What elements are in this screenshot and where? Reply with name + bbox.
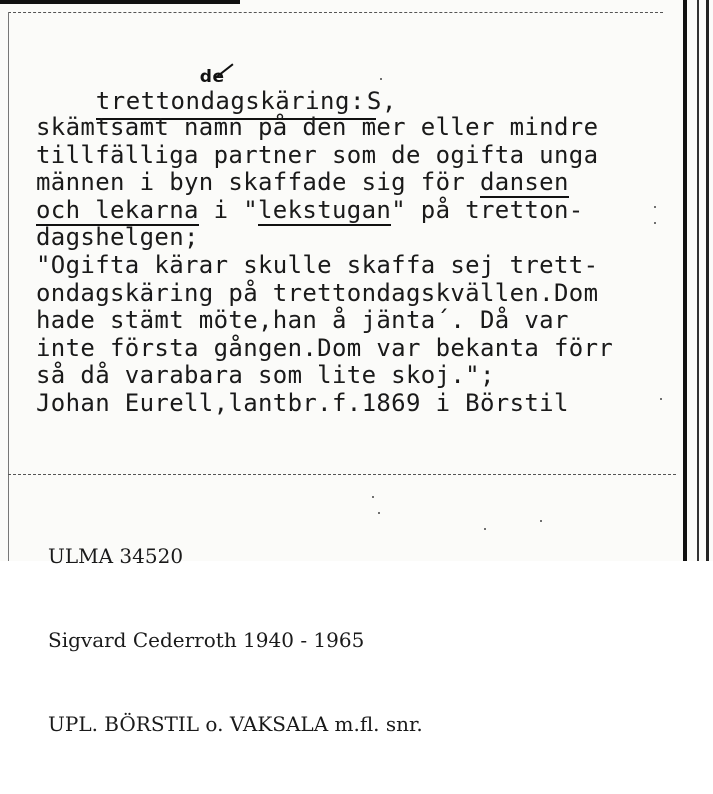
right-card-edge-outer [706, 0, 709, 561]
text-segment: skämtsamt namn på den mer eller mindre [36, 113, 599, 141]
footer-divider [8, 474, 676, 475]
text-segment: "Ogifta kärar skulle skaffa sej trett- [36, 250, 599, 279]
definition-text [36, 114, 676, 418]
speck [654, 206, 656, 208]
definition-line [36, 197, 676, 225]
text-segment: ondagskäring på trettondagskvällen.Dom [36, 278, 599, 307]
speck [654, 222, 656, 224]
text-segment: hade stämt möte,han å jänta´. Då var [36, 306, 569, 335]
underlined-text: lekstugan [258, 195, 392, 224]
card-footer [48, 486, 423, 794]
definition-line [36, 362, 676, 390]
definition-line [36, 335, 676, 363]
part-of-speech: S, [366, 87, 397, 115]
definition-line [36, 390, 676, 418]
definition-line [36, 307, 676, 335]
definition-line [36, 114, 676, 142]
handwritten-correction: de [199, 67, 225, 87]
text-segment: i " [198, 195, 258, 224]
definition-line [36, 252, 676, 280]
speck [380, 78, 382, 80]
definition-line [36, 169, 676, 197]
text-segment: Johan Eurell,lantbr.f.1869 i Börstil [36, 388, 569, 417]
speck [540, 520, 542, 522]
left-border-rule [8, 12, 9, 561]
right-card-edge-inner [697, 0, 699, 561]
card-top-edge [0, 0, 240, 4]
right-card-edge [683, 0, 687, 561]
text-segment: tillfälliga partner som de ogifta unga [36, 140, 599, 169]
location-line: UPL. BÖRSTIL o. VAKSALA m.fl. snr. [48, 712, 423, 736]
headword-prefix: tretton [95, 87, 201, 115]
text-segment: så då varabara som lite skoj."; [36, 361, 495, 390]
underlined-text: och lekarna [36, 195, 199, 224]
definition-line [36, 280, 676, 308]
definition-line [36, 224, 676, 252]
underlined-text: dansen [479, 168, 569, 197]
headword [95, 67, 365, 116]
headword-suffix: dagskäring: [200, 87, 365, 115]
top-border-rule [8, 12, 663, 13]
speck [484, 528, 486, 530]
text-segment: " på tretton- [391, 195, 584, 224]
speck [660, 398, 662, 400]
text-segment: männen i byn skaffade sig för [36, 168, 480, 197]
text-segment: inte första gången.Dom var bekanta förr [36, 333, 614, 362]
archive-id: ULMA 34520 [48, 544, 184, 568]
speck [378, 512, 380, 514]
collector-line: Sigvard Cederroth 1940 - 1965 [48, 628, 365, 652]
definition-line [36, 142, 676, 170]
text-segment: dagshelgen; [36, 223, 199, 252]
speck [372, 496, 374, 498]
